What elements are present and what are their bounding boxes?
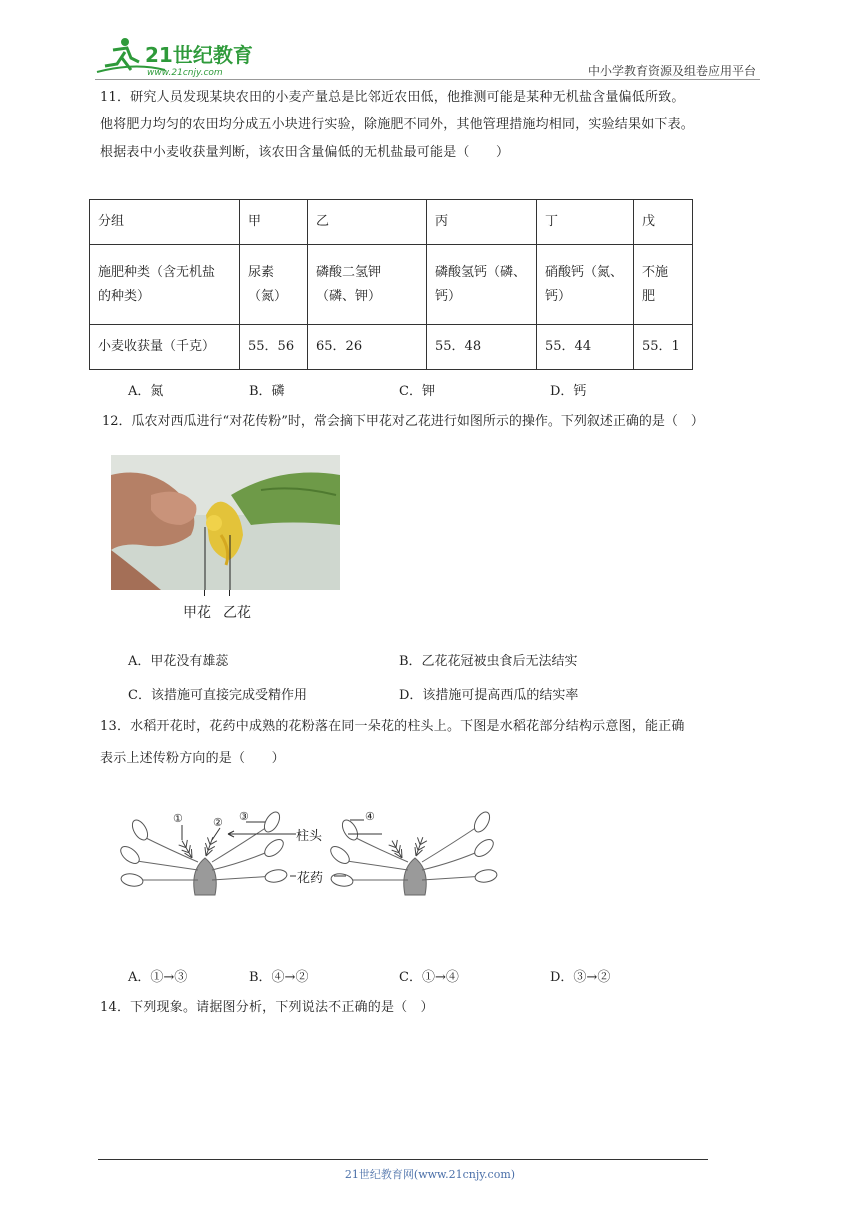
table-cell: 55．48 — [427, 325, 537, 370]
table-cell: 磷酸二氢钾 （磷、钾） — [308, 245, 427, 325]
label-jia-flower: 甲花 — [183, 605, 211, 621]
q11-line-1: 11．研究人员发现某块农田的小麦产量总是比邻近农田低，他推测可能是某种无机盐含量偏低所致。 — [100, 90, 685, 105]
q12-option-c[interactable]: C．该措施可直接完成受精作用 — [128, 688, 307, 703]
footer-text: 21世纪教育网(www.21cnjy.com) — [344, 1168, 516, 1181]
q12-option-b[interactable]: B．乙花花冠被虫食后无法结实 — [399, 654, 578, 669]
q13-line-1: 13．水稻开花时，花药中成熟的花粉落在同一朵花的柱头上。下图是水稻花部分结构示意图，能正确 — [100, 719, 685, 734]
table-cell: 不施 肥 — [634, 245, 693, 325]
table-cell: 甲 — [240, 200, 308, 245]
table-cell: 55．56 — [240, 325, 308, 370]
q14-stem: 14．下列现象。请据图分析，下列说法不正确的是（ ） — [100, 1000, 434, 1015]
stigma-label: 柱头 — [296, 829, 323, 844]
table-cell: 丙 — [427, 200, 537, 245]
table-cell: 55．1 — [634, 325, 693, 370]
left-flower — [120, 809, 296, 895]
q13-option-d[interactable]: D．③→② — [550, 970, 611, 985]
header-divider — [95, 79, 760, 80]
logo-text: 21世纪教育 — [145, 43, 253, 67]
q11-option-c[interactable]: C．钾 — [399, 384, 435, 399]
q11-option-d[interactable]: D．钙 — [550, 384, 587, 399]
pollination-photo — [111, 455, 340, 590]
footer-divider — [98, 1159, 708, 1160]
marker-3: ③ — [239, 810, 249, 823]
fertilizer-table — [89, 199, 693, 370]
q12-option-d[interactable]: D．该措施可提高西瓜的结实率 — [399, 688, 579, 703]
q13-line-2: 表示上述传粉方向的是（ ） — [100, 751, 285, 766]
table-row — [90, 245, 693, 325]
table-cell: 65．26 — [308, 325, 427, 370]
table-row — [90, 325, 693, 370]
q11-option-a[interactable]: A．氮 — [128, 384, 164, 399]
marker-1: ① — [173, 812, 183, 825]
marker-4: ④ — [365, 810, 375, 823]
q12-stem: 12．瓜农对西瓜进行“对花传粉”时，常会摘下甲花对乙花进行如图所示的操作。下列叙述正确的是（ ） — [102, 414, 704, 429]
marker-2: ② — [213, 816, 223, 829]
table-cell: 施肥种类（含无机盐 的种类） — [90, 245, 240, 325]
q11-line-2: 他将肥力均匀的农田均分成五小块进行实验，除施肥不同外，其他管理措施均相同，实验结果如下表。 — [100, 117, 695, 132]
table-cell: 硝酸钙（氮、 钙） — [537, 245, 634, 325]
q11-option-b[interactable]: B．磷 — [249, 384, 285, 399]
q13-option-a[interactable]: A．①→③ — [128, 970, 188, 985]
table-cell: 磷酸氢钙（磷、 钙） — [427, 245, 537, 325]
anther-label: 花药 — [297, 871, 324, 886]
q13-option-b[interactable]: B．④→② — [249, 970, 309, 985]
table-cell: 小麦收获量（千克） — [90, 325, 240, 370]
q11-line-3: 根据表中小麦收获量判断，该农田含量偏低的无机盐最可能是（ ） — [100, 145, 510, 160]
table-cell: 丁 — [537, 200, 634, 245]
q13-option-c[interactable]: C．①→④ — [399, 970, 459, 985]
table-cell: 乙 — [308, 200, 427, 245]
table-cell: 55．44 — [537, 325, 634, 370]
table-cell: 尿素 （氮） — [240, 245, 308, 325]
label-yi-flower: 乙花 — [223, 605, 251, 621]
q12-option-a[interactable]: A．甲花没有雄蕊 — [128, 654, 229, 669]
table-cell: 戊 — [634, 200, 693, 245]
table-cell: 分组 — [90, 200, 240, 245]
site-logo — [95, 36, 265, 78]
table-row — [90, 200, 693, 245]
platform-name: 中小学教育资源及组卷应用平台 — [587, 64, 756, 78]
logo-url: www.21cnjy.com — [147, 68, 223, 78]
right-flower — [328, 809, 498, 895]
